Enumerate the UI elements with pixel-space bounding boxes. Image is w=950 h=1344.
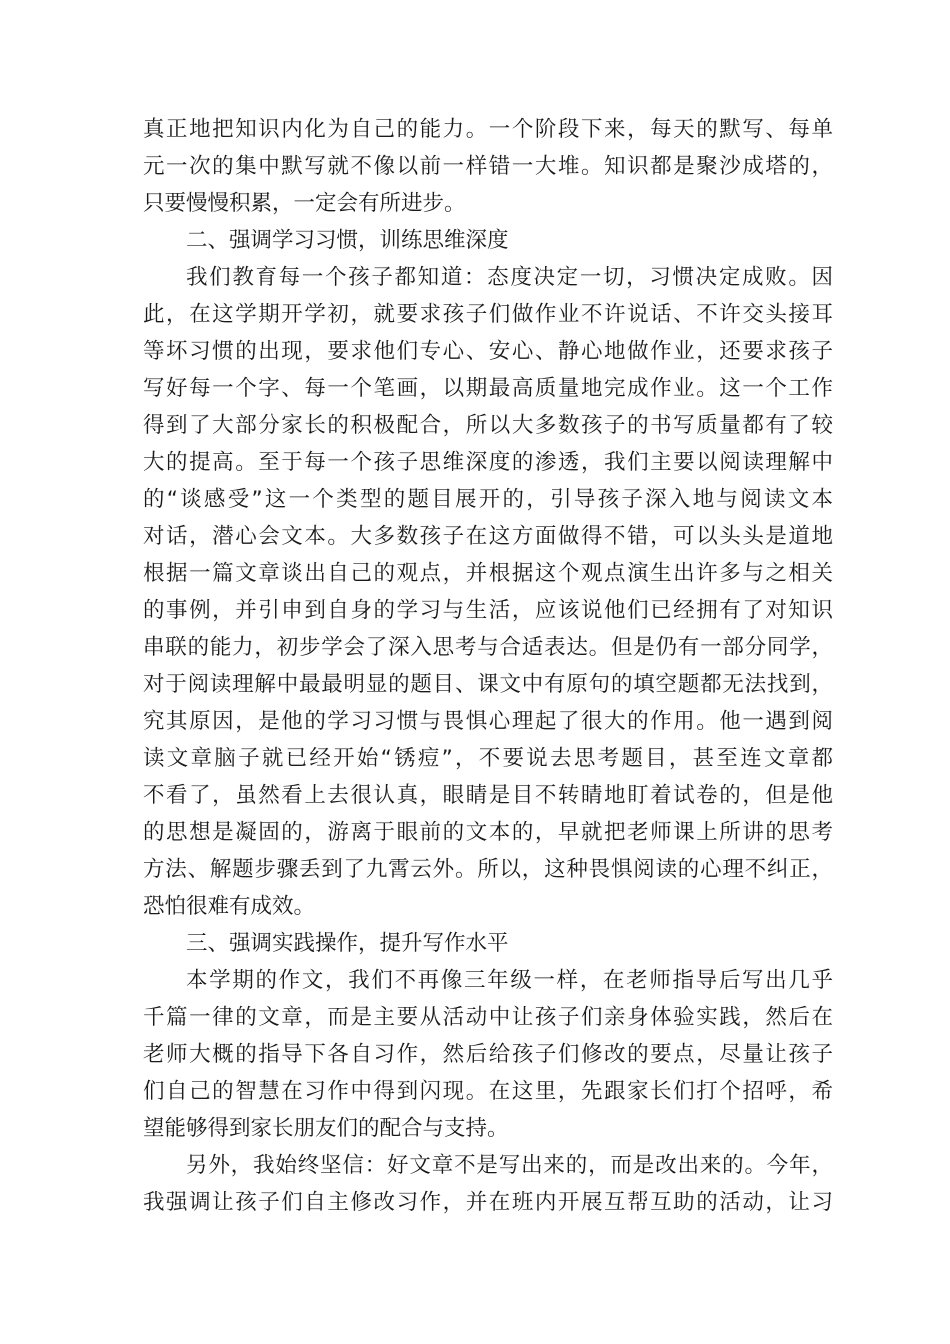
text-line: 方法、解题步骤丢到了九霄云外。所以，这种畏惧阅读的心理不纠正， bbox=[143, 857, 833, 882]
paragraph-2 bbox=[143, 259, 833, 925]
text-line: 恐怕很难有成效。 bbox=[143, 894, 316, 919]
text-line: 的事例，并引申到自身的学习与生活，应该说他们已经拥有了对知识 bbox=[143, 598, 833, 623]
text-line: 们自己的智慧在习作中得到闪现。在这里，先跟家长们打个招呼，希 bbox=[143, 1079, 833, 1104]
text-line: 另外，我始终坚信：好文章不是写出来的，而是改出来的。今年， bbox=[186, 1153, 833, 1178]
document-body bbox=[143, 111, 833, 1221]
paragraph-1 bbox=[143, 111, 833, 222]
text-line: 等坏习惯的出现，要求他们专心、安心、静心地做作业，还要求孩子 bbox=[143, 339, 833, 364]
text-line: 对于阅读理解中最最明显的题目、课文中有原句的填空题都无法找到， bbox=[143, 672, 833, 697]
text-line: 不看了，虽然看上去很认真，眼睛是目不转睛地盯着试卷的，但是他 bbox=[143, 783, 833, 808]
paragraph-3 bbox=[143, 962, 833, 1147]
text-line: 究其原因，是他的学习习惯与畏惧心理起了很大的作用。他一遇到阅 bbox=[143, 709, 833, 734]
section-heading-3: 三、强调实践操作，提升写作水平 bbox=[186, 931, 509, 956]
text-line: 本学期的作文，我们不再像三年级一样，在老师指导后写出几乎 bbox=[186, 968, 833, 993]
text-line: 千篇一律的文章，而是主要从活动中让孩子们亲身体验实践，然后在 bbox=[143, 1005, 833, 1030]
paragraph-4 bbox=[143, 1147, 833, 1221]
text-line: 老师大概的指导下各自习作，然后给孩子们修改的要点，尽量让孩子 bbox=[143, 1042, 833, 1067]
text-line: 根据一篇文章谈出自己的观点，并根据这个观点演生出许多与之相关 bbox=[143, 561, 833, 586]
text-line: 只要慢慢积累，一定会有所进步。 bbox=[143, 191, 466, 216]
text-line: 大的提高。至于每一个孩子思维深度的渗透，我们主要以阅读理解中 bbox=[143, 450, 833, 475]
text-line: 此，在这学期开学初，就要求孩子们做作业不许说话、不许交头接耳 bbox=[143, 302, 833, 327]
text-line: 望能够得到家长朋友们的配合与支持。 bbox=[143, 1116, 509, 1141]
section-heading-2: 二、强调学习习惯，训练思维深度 bbox=[186, 228, 509, 253]
text-line: 我们教育每一个孩子都知道：态度决定一切，习惯决定成败。因 bbox=[186, 265, 833, 290]
text-line: 的“谈感受”这一个类型的题目展开的，引导孩子深入地与阅读文本 bbox=[143, 487, 833, 512]
text-line: 读文章脑子就已经开始“锈痘”，不要说去思考题目，甚至连文章都 bbox=[143, 746, 833, 771]
text-line: 真正地把知识内化为自己的能力。一个阶段下来，每天的默写、每单 bbox=[143, 117, 833, 142]
text-line: 我强调让孩子们自主修改习作，并在班内开展互帮互助的活动，让习 bbox=[143, 1190, 833, 1215]
text-line: 得到了大部分家长的积极配合，所以大多数孩子的书写质量都有了较 bbox=[143, 413, 833, 438]
text-line: 串联的能力，初步学会了深入思考与合适表达。但是仍有一部分同学， bbox=[143, 635, 833, 660]
text-line: 写好每一个字、每一个笔画，以期最高质量地完成作业。这一个工作 bbox=[143, 376, 833, 401]
text-line: 对话，潜心会文本。大多数孩子在这方面做得不错，可以头头是道地 bbox=[143, 524, 833, 549]
text-line: 元一次的集中默写就不像以前一样错一大堆。知识都是聚沙成塔的， bbox=[143, 154, 833, 179]
text-line: 的思想是凝固的，游离于眼前的文本的，早就把老师课上所讲的思考 bbox=[143, 820, 833, 845]
